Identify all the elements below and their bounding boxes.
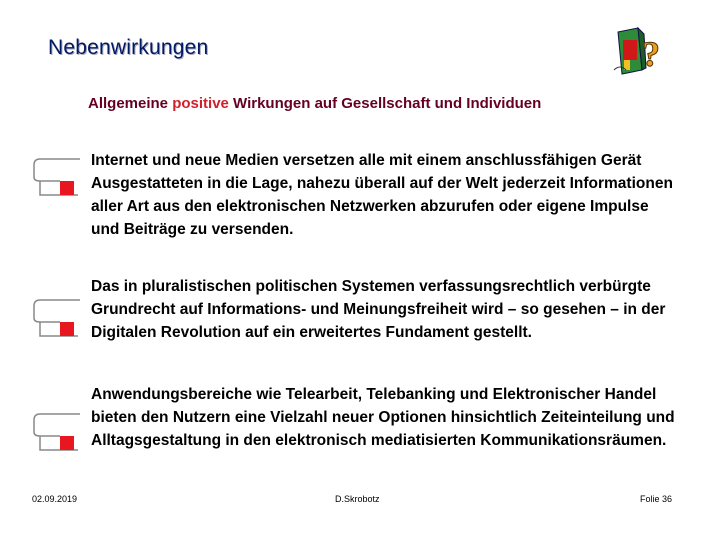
bullet-text-3: Anwendungsbereiche wie Telearbeit, Telebanking und Elektronischer Handel bieten den Nutzern eine Vielzahl neuer Optionen hinsichtlich Zeiteinteilung und Alltagsgestaltung in den elektronisch mediatisierten Kommunikationsräumen. (91, 386, 675, 449)
subtitle-part-1: Allgemeine (88, 95, 173, 112)
svg-text:?: ? (642, 34, 660, 74)
bullet-box-icon (32, 296, 82, 340)
footer-date: 02.09.2019 (32, 494, 78, 504)
footer-page: Folie 36 (640, 494, 673, 504)
bullet-text-2: Das in pluralistischen politischen Systemen verfassungsrechtlich verbürgte Grundrecht auf Informations- und Meinungsfreiheit wird – so gesehen – in der Digitalen Revolution auf ein erweitertes Fundament gestellt. (91, 278, 666, 341)
slide-title: Nebenwirkungen (48, 36, 209, 59)
question-mark-logo-icon (612, 20, 666, 76)
bullet-box-icon (32, 410, 82, 454)
subtitle-highlight: positive (172, 95, 229, 112)
bullet-text-1: Internet und neue Medien versetzen alle mit einem anschlussfähigen Gerät Ausgestatteten in die Lage, nahezu überall auf der Welt jederzeit Informationen aller Art aus den elektronischen Netzwerken abzurufen oder eigene Impulse und Beiträge zu versenden. (91, 152, 673, 238)
subtitle-part-2: Wirkungen auf Gesellschaft und Individuen (228, 95, 542, 112)
footer-author: D.Skrobotz (335, 494, 380, 504)
bullet-box-icon (32, 155, 82, 199)
slide-subtitle (88, 95, 541, 112)
